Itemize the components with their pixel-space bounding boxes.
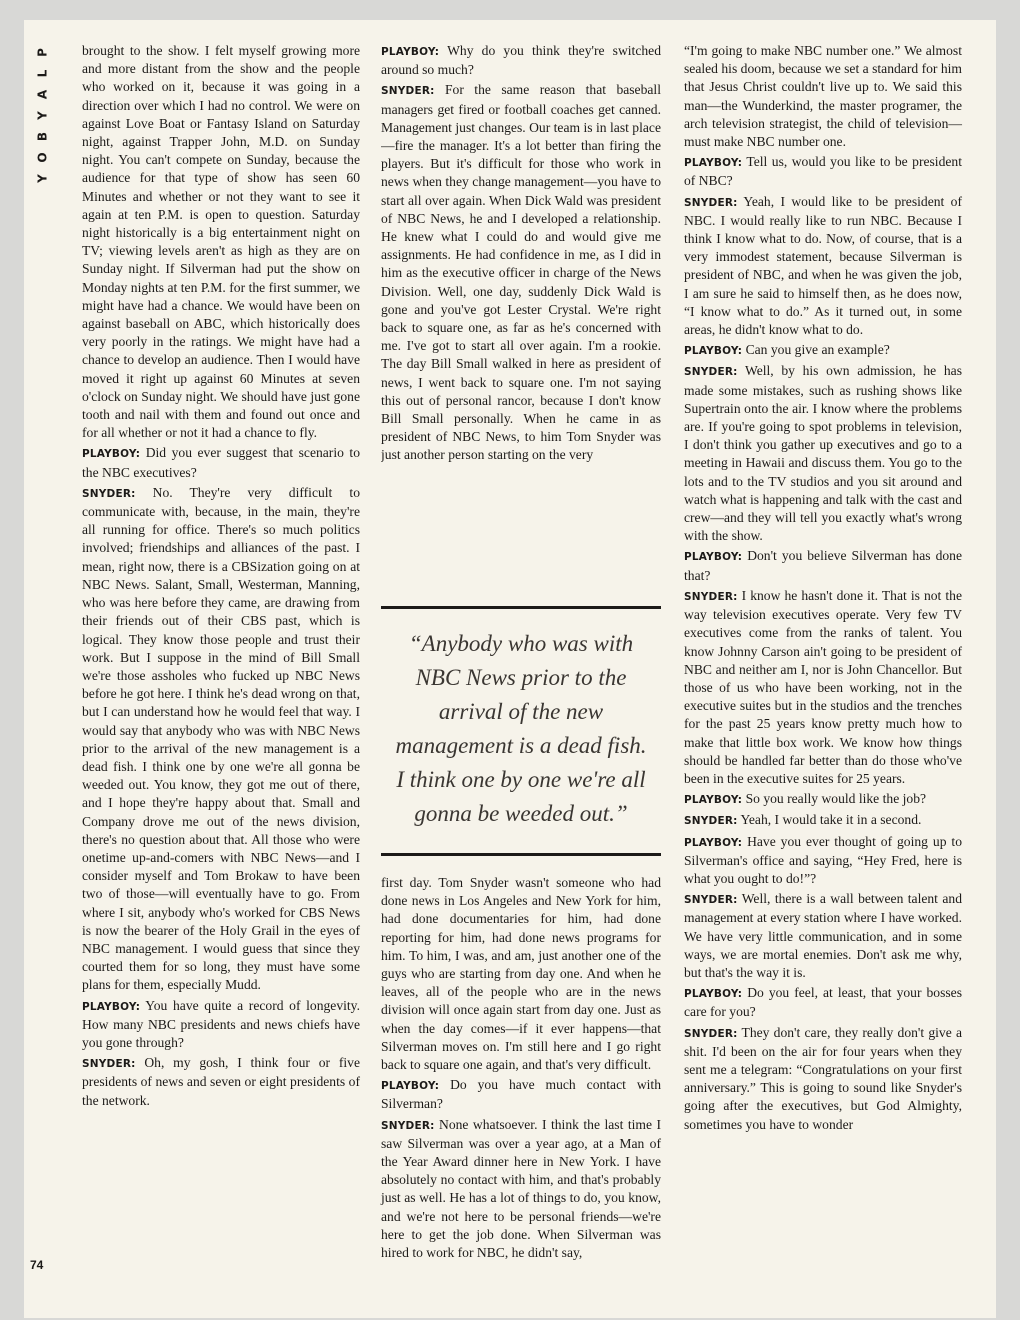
speaker-label: SNYDER: xyxy=(684,590,738,603)
column-3 xyxy=(684,42,962,1136)
running-head-letter: P xyxy=(35,48,50,57)
speaker-label: SNYDER: xyxy=(684,894,738,907)
answer xyxy=(684,811,962,830)
answer-text: Yeah, I would take it in a second. xyxy=(740,812,922,828)
running-head xyxy=(32,42,54,189)
speaker-label: PLAYBOY: xyxy=(82,1000,141,1013)
answer xyxy=(684,890,962,982)
magazine-page xyxy=(24,20,996,1318)
speaker-label: SNYDER: xyxy=(684,815,738,828)
running-head-letter: O xyxy=(35,152,50,163)
question xyxy=(684,790,962,809)
answer-text: I know he hasn't done it. That is not the way television executives operate. Very few TV executives come from the ranks of talent. You know Johnny Carson ain't going to be president of NBC and neither am I, nor is John Chancellor. But those of us who have been working, not in the executive suites but in the studios and the trenches for the past 25 years know pretty much how to make that little box work. We know how things should be handled far better than do those who've been in the executive suites for 25 years. xyxy=(684,587,962,786)
column-1 xyxy=(82,42,360,1112)
question xyxy=(684,547,962,584)
question xyxy=(82,444,360,481)
question-text: Did you ever suggest that scenario to the NBC executives? xyxy=(82,445,361,480)
pull-quote: “Anybody who was with NBC News prior to the arrival of the new management is a dead fish. I think one by one we're all gonna be weeded out.” xyxy=(381,606,661,856)
speaker-label: PLAYBOY: xyxy=(381,1080,440,1093)
question-text: Do you feel, at least, that your bosses care for you? xyxy=(684,985,963,1020)
speaker-label: PLAYBOY: xyxy=(82,448,141,461)
speaker-label: PLAYBOY: xyxy=(684,157,743,170)
column-2-upper xyxy=(381,42,661,582)
question-text: Tell us, would you like to be president of NBC? xyxy=(684,154,962,189)
speaker-label: SNYDER: xyxy=(381,85,435,98)
answer xyxy=(381,1116,661,1263)
question-text: Don't you believe Silverman has done that? xyxy=(684,548,962,583)
question-text: Have you ever thought of going up to Silverman's office and saying, “Hey Fred, here is what you ought to do!”? xyxy=(684,833,962,886)
question xyxy=(381,1076,661,1113)
answer xyxy=(82,1054,360,1110)
speaker-label: SNYDER: xyxy=(684,196,738,209)
running-head-letter: Y xyxy=(35,174,50,183)
paragraph: “I'm going to make NBC number one.” We almost sealed his doom, because we set a standard for him that Jesus Christ couldn't live up to. We said this man—the Wunderkind, the master programer, the arch television strategist, the child of television—must make NBC number one. xyxy=(684,43,962,150)
speaker-label: SNYDER: xyxy=(381,1119,435,1132)
question xyxy=(684,984,962,1021)
speaker-label: PLAYBOY: xyxy=(684,551,743,564)
question-text: Do you have much contact with Silverman? xyxy=(381,1077,661,1112)
question xyxy=(684,153,962,190)
answer xyxy=(684,362,962,545)
question xyxy=(381,42,661,79)
running-head-letter: L xyxy=(35,69,50,78)
speaker-label: SNYDER: xyxy=(82,487,136,500)
answer-text: Yeah, I would like to be president of NBC. I would really like to run NBC. Because I think I know what to do. Now, of course, that is a very immodest statement, because Silverman is president of NBC, and when he was given the job, I am sure he said to himself then, as he does now, “I know what to do.” As it turned out, in some areas, he didn't know what to do. xyxy=(684,193,962,338)
speaker-label: SNYDER: xyxy=(684,1027,738,1040)
speaker-label: SNYDER: xyxy=(82,1058,136,1071)
column-2-lower xyxy=(381,874,661,1262)
speaker-label: PLAYBOY: xyxy=(684,988,743,1001)
answer xyxy=(684,587,962,788)
question-text: So you really would like the job? xyxy=(745,791,927,807)
question xyxy=(684,341,962,360)
answer xyxy=(684,1024,962,1134)
answer-text: Well, by his own admission, he has made some mistakes, such as rushing shows like Supertrain onto the air. I know where the problems are. If you're going to spot problems in television, I don't think you gather up executives and go to a meeting in Hawaii and discuss them. You go to the lots and to the TV studios and you sit around and watch what is happening and talk with the cast and crew—and they will tell you exactly what's wrong with the show. xyxy=(684,363,963,544)
answer-text: Well, there is a wall between talent and management at every station where I have worked. We have very little communication, and in some ways, we are mortal enemies. Don't ask me why, but that's the way it is. xyxy=(684,891,962,980)
running-head-letter: A xyxy=(35,89,50,100)
speaker-label: PLAYBOY: xyxy=(684,345,743,358)
running-head-letter: B xyxy=(35,131,50,142)
question xyxy=(82,997,360,1053)
answer xyxy=(684,193,962,340)
column-2 xyxy=(381,42,661,1264)
answer-text: No. They're very difficult to communicate with, because, in the main, they're all running for office. There's so much politics involved; friendships and alliances of the past. I mean, right now, there is a CBSization going on at NBC News. Salant, Small, Westerman, Manning, who was here before they came, are drawing from their friends out of their CBS past, which is logical. They know those people and trust their work. But I suppose in the mind of Bill Small we're those assholes who fucked up NBC News before he got here. I think he's dead wrong on that, but I can understand how he would feel that way. I would say that anybody who was with NBC News prior to the arrival of the new management is a dead fish. I think one by one we're all gonna be weeded out. You know, they got me out of there, and I hope they're happy about that. Small and Company drove me out of the news division, there's no question about that. All those who were onetime up-and-comers with NBC News—and I consider myself and Tom Brokaw to have been two of those—will eventually have to go. From where I sit, anybody who's worked for CBS News is now the bearer of the Holy Grail in the eyes of NBC management. I would guess that since they courted them for so long, they must have some plans for them, especially Mudd. xyxy=(82,484,360,993)
speaker-label: PLAYBOY: xyxy=(684,794,743,807)
running-head-letter: Y xyxy=(35,111,50,120)
question xyxy=(684,833,962,889)
answer-text: Oh, my gosh, I think four or five presidents of news and seven or eight presidents of the network. xyxy=(82,1055,361,1108)
paragraph: first day. Tom Snyder wasn't someone who had done news in Los Angeles and New York for him, had done documentaries for him, had done reporting for him, had done news programs for him. To him, I was, and am, just another one of the guys who are starting from day one. And when he leaves, all of the people who are in the news division will once again start from day one. Just as when the day comes—if it ever happens—that Silverman moves on. I'm still here and I go right back to square one again, and that's very difficult. xyxy=(381,875,661,1073)
answer-text: They don't care, they really don't give a shit. I'd been on the air for four years when they sent me a telegram: “Congratulations on your first anniversary.” This is going to sound like Snyder's going after the executives, but God Almighty, sometimes you have to wonder xyxy=(684,1024,963,1132)
question-text: Why do you think they're switched around so much? xyxy=(381,43,661,78)
page-number: 74 xyxy=(30,1258,44,1272)
speaker-label: PLAYBOY: xyxy=(684,836,743,849)
question-text: You have quite a record of longevity. How many NBC presidents and news chiefs have you gone through? xyxy=(82,997,360,1050)
paragraph: brought to the show. I felt myself growing more and more distant from the show and the people who worked on it, because it was going in a direction over which I had no control. We were on against Love Boat or Fantasy Island on Saturday night, against Trapper John, M.D. on Sunday night. You can't compete on Sunday, because the audience for that type of show has seen 60 Minutes and whether or not they want to see it again at ten P.M. is open to question. Saturday night historically is a big entertainment night on TV; viewing levels aren't as high as they are on Sunday night. If Silverman had put the show on Monday nights at ten P.M. for the first summer, we might have had a chance. We would have been on against baseball on ABC, which historically does very poorly in the ratings. We might have had a chance to develop an audience. Then I would have moved it right up against 60 Minutes at seven o'clock on Sunday night. We should have just gone tooth and nail with them and found out once and for all whether or not it had a chance to fly. xyxy=(82,43,360,441)
answer xyxy=(82,484,360,995)
speaker-label: SNYDER: xyxy=(684,366,738,379)
question-text: Can you give an example? xyxy=(745,342,890,358)
speaker-label: PLAYBOY: xyxy=(381,46,440,58)
answer xyxy=(381,81,661,464)
answer-text: For the same reason that baseball managers get fired or football coaches get canned. Management just changes. Our team is in last place—fire the manager. It's a lot better than firing the players. But it's difficult for those who work in news when they change management—you have to start all over again. When Dick Wald was president of NBC News, he and I developed a relationship. He knew what I could do and would give me assignments. He had confidence in me, as I did in him as the executive officer in charge of the News Division. Well, one day, suddenly Dick Wald is gone and you've got Lester Crystal. We're right back to square one, as far as he's concerned with me. I've got to start all over again. I'm a rookie. The day Bill Small walked in here as president of news, I went back to square one. I'm not saying this out of personal rancor, because I don't know Bill Small personally. When he came in as president of NBC News, to him Tom Snyder was just another person starting on the very xyxy=(381,82,661,463)
answer-text: None whatsoever. I think the last time I saw Silverman was over a year ago, at a Man of the Year Award dinner here in New York. I have absolutely no contact with him, and that's probably just as well. He has a lot of things to do, you know, and we're not here to be personal friends—we're here to get the job done. When Silverman was hired to work for NBC, he didn't say, xyxy=(381,1116,661,1261)
